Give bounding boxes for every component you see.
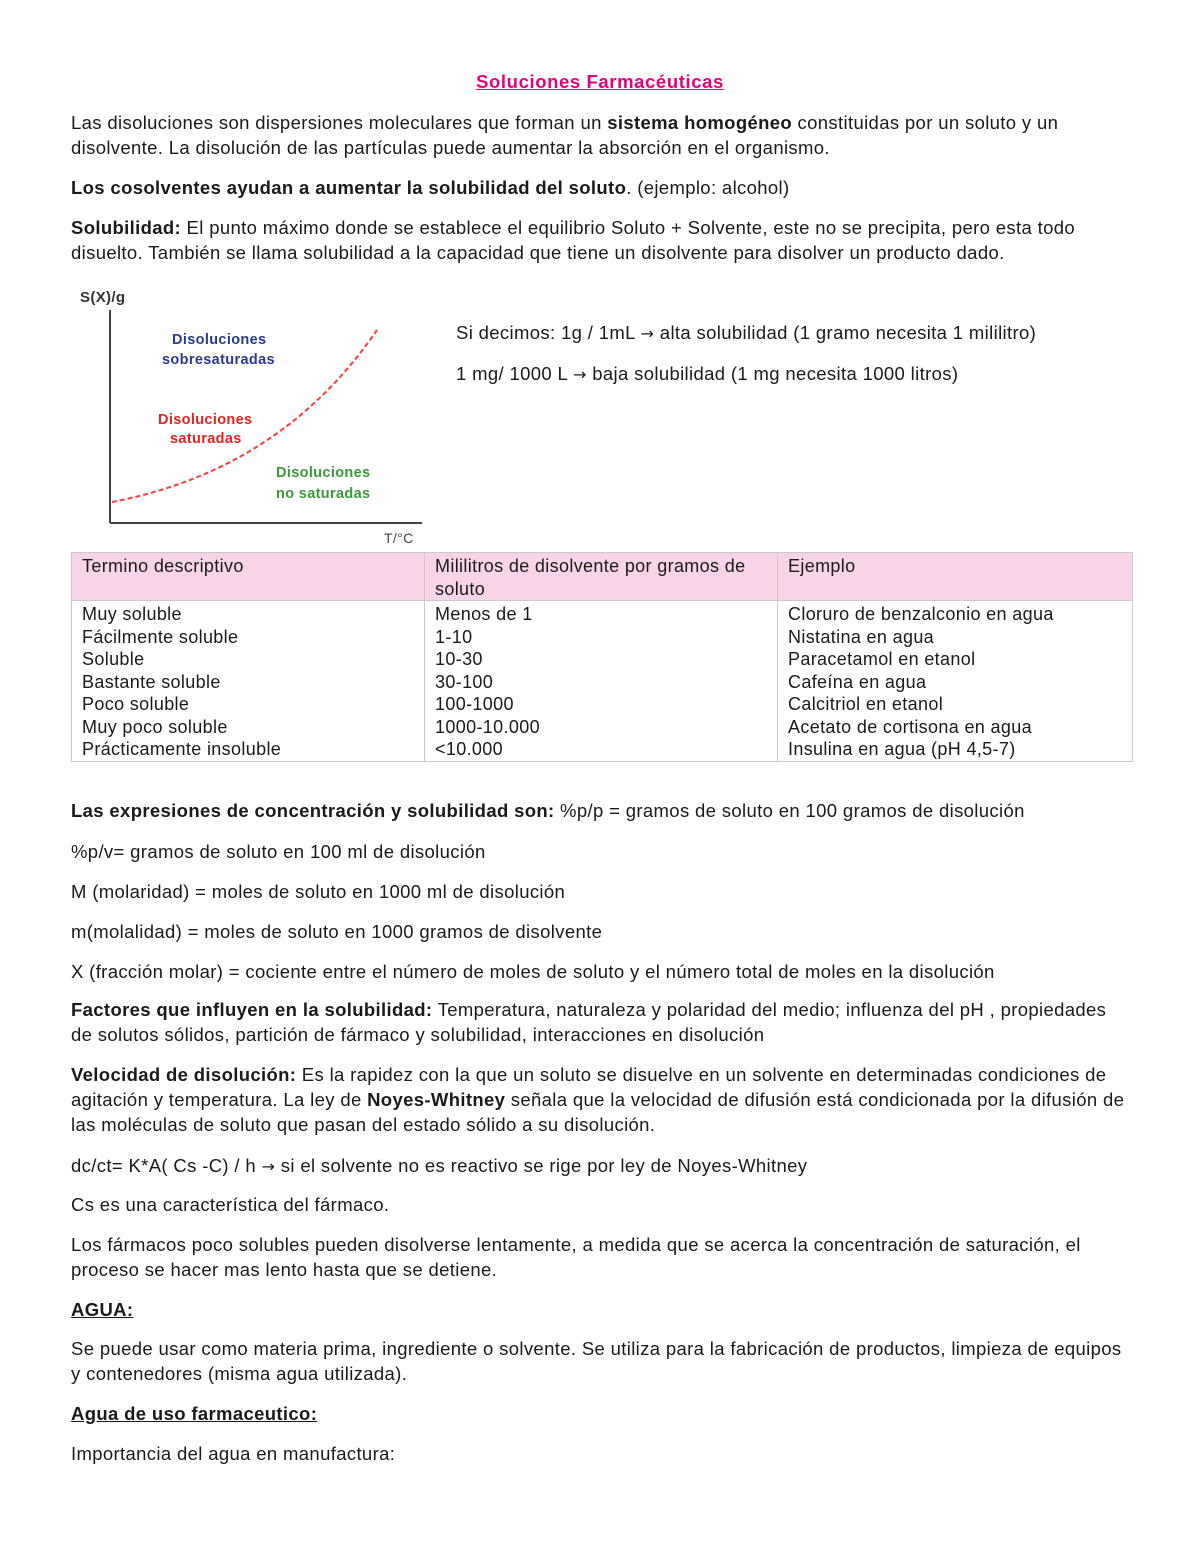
arrow-icon: → — [261, 1157, 276, 1176]
region-no-saturadas-line1: Disoluciones — [276, 465, 371, 481]
ejemplo-column — [778, 601, 1133, 762]
agua-uso-text: Importancia del agua en manufactura: — [71, 1443, 396, 1464]
region-sobresaturadas-line1: Disoluciones — [172, 332, 267, 348]
example-1-ratio: Si decimos: 1g / 1mL — [456, 322, 641, 343]
table-cell: 1000-10.000 — [435, 716, 540, 737]
table-cell: Insulina en agua (pH 4,5-7) — [788, 739, 1016, 759]
solubilidad-paragraph — [71, 215, 1133, 265]
table-cell: Cafeína en agua — [788, 671, 927, 692]
header-ejemplo: Ejemplo — [778, 553, 1133, 601]
table-cell: Paracetamol en etanol — [788, 649, 976, 669]
expresiones-bold: Las expresiones de concentración y solubilidad son: — [71, 800, 555, 821]
chart-xlabel: T/°C — [384, 530, 414, 546]
cosolventes-bold: Los cosolventes ayudan a aumentar la solubilidad del soluto — [71, 177, 627, 198]
region-sobresaturadas-line2: sobresaturadas — [162, 352, 275, 368]
table-cell: Menos de 1 — [435, 604, 533, 624]
table-cell: Poco soluble — [82, 694, 190, 714]
table-cell: 1-10 — [435, 626, 473, 647]
example-2-ratio: 1 mg/ 1000 L — [456, 363, 573, 384]
table-cell: Bastante soluble — [82, 671, 221, 692]
example-line-2 — [456, 361, 1136, 387]
cosolventes-paragraph — [71, 175, 1133, 200]
header-termino: Termino descriptivo — [72, 553, 425, 601]
table-cell: 100-1000 — [435, 694, 514, 714]
expresion-molalidad: m(molalidad) = moles de soluto en 1000 gramos de disolvente — [71, 921, 603, 942]
factores-paragraph — [71, 997, 1133, 1047]
table-cell: Soluble — [82, 649, 145, 669]
solubilidad-definition: El punto máximo donde se establece el equilibrio Soluto + Solvente, este no se precipita, pero esta todo disuelto. También se llama solubilidad a la capacidad que tiene un disolvente para disolver un producto dado. — [71, 217, 1075, 263]
solubilidad-term: Solubilidad: — [71, 217, 182, 238]
factores-bold: Factores que influyen en la solubilidad: — [71, 999, 433, 1020]
lentos-paragraph: Los fármacos poco solubles pueden disolverse lentamente, a medida que se acerca la concentración de saturación, el proceso se hacer mas lento hasta que se detiene. — [71, 1234, 1081, 1280]
factores-text: Temperatura, naturaleza y polaridad del medio; influenza del pH , propiedades de solutos sólidos, partición de fármaco y solubilidad, interacciones en disolución — [71, 999, 1107, 1045]
table-cell: Acetato de cortisona en agua — [788, 716, 1032, 737]
agua-uso-heading — [71, 1401, 1133, 1426]
solubility-table-wrapper — [71, 552, 1129, 762]
formula-expression: dc/ct= K*A( Cs -C) / h — [71, 1155, 262, 1176]
velocidad-text-end: señala que la velocidad de difusión está condicionada por la difusión de las moléculas de soluto que pasan del estado sólido a su disolución. — [71, 1089, 1125, 1135]
agua-heading — [71, 1297, 1133, 1322]
intro-text: Las disoluciones son dispersiones moleculares que forman un — [71, 112, 608, 133]
table-cell: Calcitriol en etanol — [788, 694, 944, 714]
agua-paragraph: Se puede usar como materia prima, ingrediente o solvente. Se utiliza para la fabricación de productos, limpieza de equipos y contenedores (misma agua utilizada). — [71, 1338, 1122, 1384]
table-cell: Fácilmente soluble — [82, 626, 239, 647]
table-cell: Muy soluble — [82, 604, 182, 624]
solubility-chart — [72, 280, 432, 550]
chart-ylabel: S(X)/g — [80, 289, 126, 306]
table-cell: 30-100 — [435, 671, 494, 692]
agua-uso-heading-text: Agua de uso farmaceutico: — [71, 1403, 318, 1424]
region-saturadas-line1: Disoluciones — [158, 412, 253, 428]
cs-line: Cs es una característica del fármaco. — [71, 1194, 390, 1215]
table-cell: Cloruro de benzalconio en agua — [788, 604, 1054, 624]
mililitros-column — [425, 601, 778, 762]
example-2-result: baja solubilidad (1 mg necesita 1000 litros) — [586, 363, 959, 384]
agua-heading-text: AGUA: — [71, 1299, 134, 1320]
velocidad-bold: Velocidad de disolución: — [71, 1064, 297, 1085]
table-cell: Muy poco soluble — [82, 716, 228, 737]
intro-paragraph — [71, 110, 1133, 160]
region-no-saturadas-line2: no saturadas — [276, 486, 371, 502]
example-line-1 — [456, 320, 1136, 346]
intro-text-end: constituidas por un soluto y un disolvente. La disolución de las partículas puede aumentar la absorción en el organismo. — [71, 112, 1059, 158]
table-cell: Nistatina en agua — [788, 626, 935, 647]
table-header-row — [72, 553, 1133, 601]
example-1-result: alta solubilidad (1 gramo necesita 1 mililitro) — [654, 322, 1037, 343]
table-row — [72, 601, 1133, 762]
arrow-icon: → — [573, 365, 587, 384]
table-cell: Prácticamente insoluble — [82, 739, 282, 759]
velocidad-paragraph — [71, 1062, 1133, 1137]
expresion-molaridad: M (molaridad) = moles de soluto en 1000 ml de disolución — [71, 881, 566, 902]
region-saturadas-line2: saturadas — [170, 431, 242, 447]
page-title: Soluciones Farmacéuticas — [476, 71, 724, 92]
expresion-pv: %p/v= gramos de soluto en 100 ml de disolución — [71, 841, 486, 862]
intro-bold: sistema homogéneo — [607, 112, 793, 133]
expresiones-pp: %p/p = gramos de soluto en 100 gramos de disolución — [554, 800, 1025, 821]
formula-note: si el solvente no es reactivo se rige por ley de Noyes-Whitney — [275, 1155, 808, 1176]
noyes-whitney-bold: Noyes-Whitney — [367, 1089, 506, 1110]
formula-line — [71, 1153, 1133, 1179]
solubility-table — [71, 552, 1133, 762]
expresiones-paragraph — [71, 798, 1133, 823]
cosolventes-text: . (ejemplo: alcohol) — [626, 177, 790, 198]
termino-column — [72, 601, 425, 762]
arrow-icon: → — [640, 324, 655, 343]
velocidad-text: Es la rapidez con la que un soluto se disuelve en un solvente en determinadas condiciones de agitación y temperatura. La ley de — [71, 1064, 1107, 1110]
header-mililitros: Mililitros de disolvente por gramos de soluto — [425, 553, 778, 601]
table-cell: 10-30 — [435, 649, 483, 669]
table-cell: <10.000 — [435, 739, 504, 759]
expresion-fraccion: X (fracción molar) = cociente entre el número de moles de soluto y el número total de moles en la disolución — [71, 961, 995, 982]
